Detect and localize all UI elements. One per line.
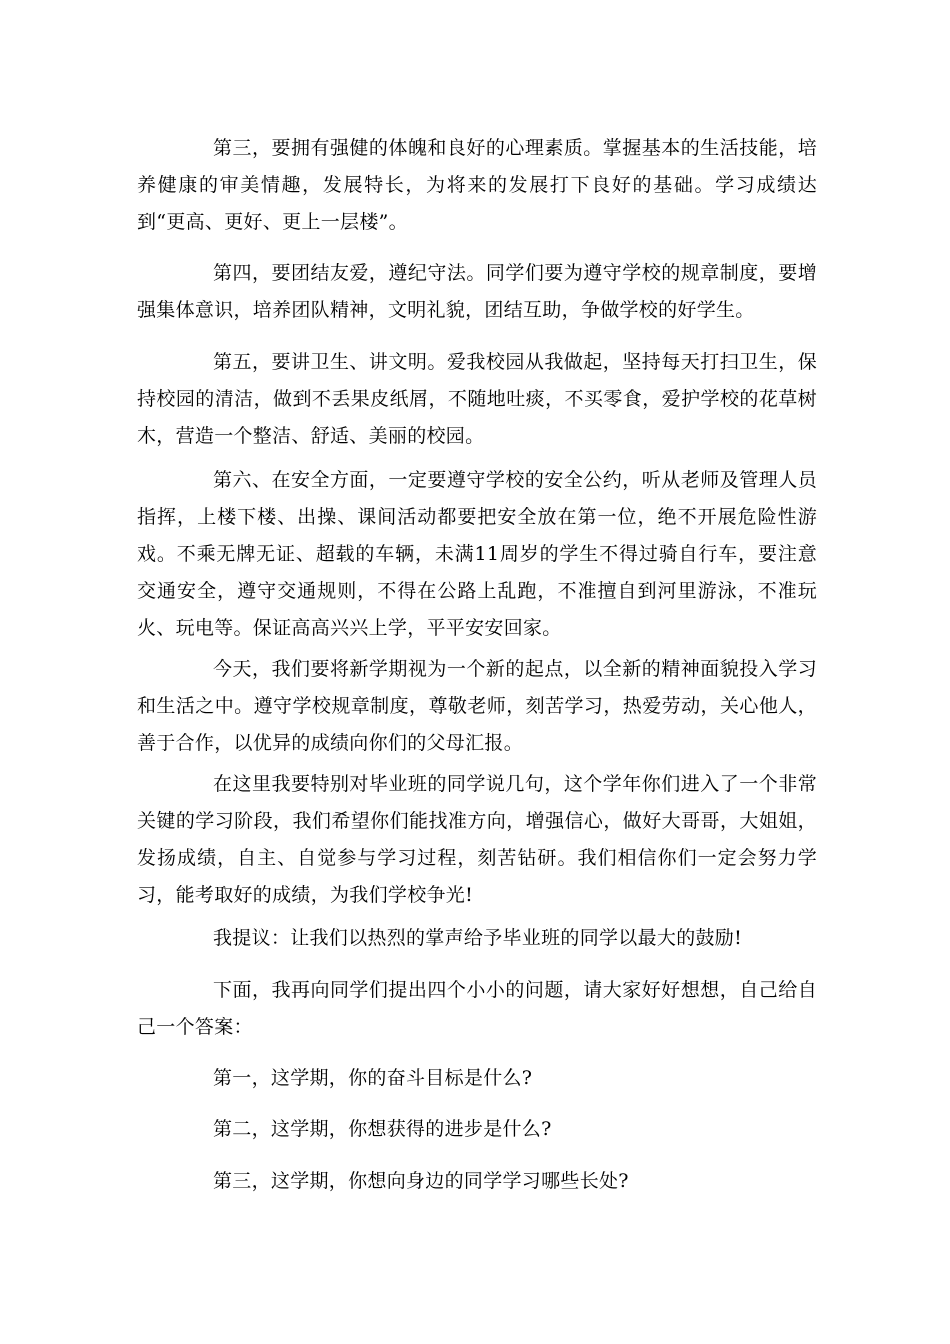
paragraph-four-questions: 下面，我再向同学们提出四个小小的问题，请大家好好想想，自己给自己一个答案： xyxy=(137,979,817,1038)
paragraph-question-one: 第一，这学期，你的奋斗目标是什么? xyxy=(213,1067,533,1089)
paragraph-fifth-hygiene: 第五，要讲卫生、讲文明。爱我校园从我做起，坚持每天打扫卫生，保持校园的清洁，做到不丢果皮纸屑，不随地吐痰，不买零食，爱护学校的花草树木，营造一个整洁、舒适、美丽的校园。 xyxy=(137,351,817,447)
paragraph-sixth-safety: 第六、在安全方面，一定要遵守学校的安全公约，听从老师及管理人员指挥，上楼下楼、出操、课间活动都要把安全放在第一位，绝不开展危险性游戏。不乘无牌无证、超载的车辆，未满11周岁的学生不得过骑自行车，要注意交通安全，遵守交通规则，不得在公路上乱跑，不准擅自到河里游泳，不准玩火、玩电等。保证高高兴兴上学，平平安安回家。 xyxy=(137,469,817,639)
paragraph-graduating-class: 在这里我要特别对毕业班的同学说几句，这个学年你们进入了一个非常关键的学习阶段，我们希望你们能找准方向，增强信心，做好大哥哥，大姐姐，发扬成绩，自主、自觉参与学习过程，刻苦钻研。我们相信你们一定会努力学习，能考取好的成绩，为我们学校争光! xyxy=(137,773,817,906)
paragraph-new-semester: 今天，我们要将新学期视为一个新的起点，以全新的精神面貌投入学习和生活之中。遵守学校规章制度，尊敬老师，刻苦学习，热爱劳动，关心他人，善于合作，以优异的成绩向你们的父母汇报。 xyxy=(137,658,817,754)
paragraph-question-three: 第三，这学期，你想向身边的同学学习哪些长处? xyxy=(213,1170,629,1192)
paragraph-question-two: 第二，这学期，你想获得的进步是什么? xyxy=(213,1118,552,1140)
paragraph-third-health: 第三，要拥有强健的体魄和良好的心理素质。掌握基本的生活技能，培养健康的审美情趣，发展特长，为将来的发展打下良好的基础。学习成绩达到“更高、更好、更上一层楼”。 xyxy=(137,137,817,233)
paragraph-applause: 我提议：让我们以热烈的掌声给予毕业班的同学以最大的鼓励! xyxy=(213,927,743,949)
paragraph-fourth-unity: 第四，要团结友爱，遵纪守法。同学们要为遵守学校的规章制度，要增强集体意识，培养团队精神，文明礼貌，团结互助，争做学校的好学生。 xyxy=(137,262,817,321)
